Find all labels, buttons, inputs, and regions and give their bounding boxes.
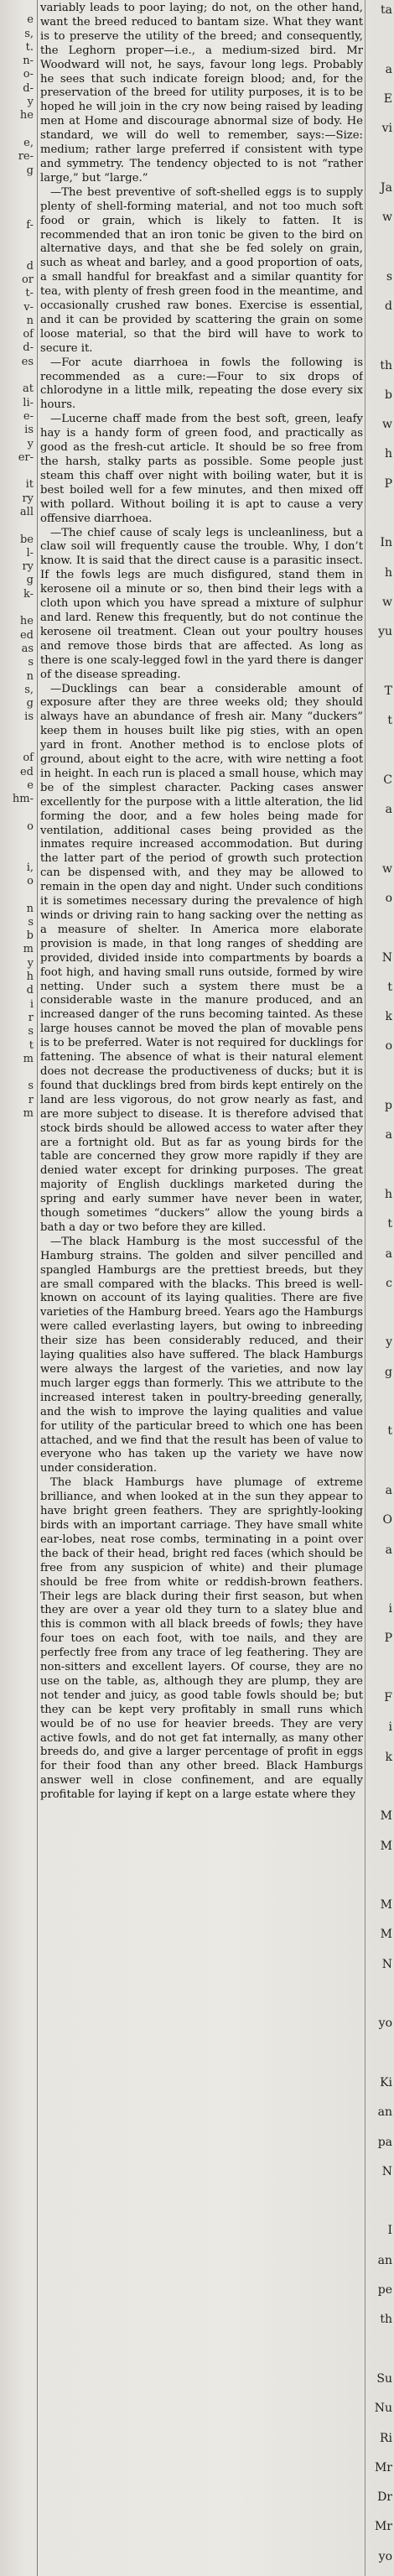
left-fragment: e [27,778,34,792]
left-fragment: i [29,997,34,1011]
left-fragment [0,2160,37,2173]
left-fragment [0,2078,37,2091]
left-fragment: f- [26,218,34,232]
left-fragment [0,1585,37,1599]
adjacent-column-left [0,0,37,2576]
left-fragment [0,0,37,13]
right-fragment: an [377,2254,392,2267]
left-fragment [0,1408,37,1422]
right-fragment: Dr [377,2490,392,2504]
left-fragment [0,2119,37,2132]
right-fragment: N [381,2165,392,2178]
left-fragment [0,1216,37,1230]
right-fragment: N [381,1958,392,1971]
left-fragment [0,2147,37,2160]
left-fragment: g [26,164,34,177]
left-fragment: m [23,1052,34,1065]
left-fragment: s [28,656,34,669]
left-fragment: v- [23,300,34,314]
left-fragment: at [23,382,34,396]
left-fragment [0,2433,37,2447]
left-fragment: d- [23,81,34,95]
left-fragment: o [27,820,34,833]
left-fragment [0,1845,37,1859]
left-fragment [0,1572,37,1585]
right-fragment: P [384,1631,392,1645]
left-fragment [0,191,37,205]
right-fragment: Ja [381,181,392,195]
left-fragment: ed [19,628,34,642]
left-fragment [0,888,37,902]
left-fragment [0,1654,37,1668]
left-fragment [0,725,37,738]
paragraph-lucerne-chaff: —Lucerne chaff made from the best soft, green, leafy hay is a handy form of green food, and practically as good as the fresh-cut article. It should be so free from the harsh, stalky parts as possible. Some people just steam this chaff over night with boiling water, but it is best boiled well for a few minutes, and then mixed off with pollard. Without boiling it is apt to cause a very offensive diarrhoea. [40,413,363,525]
right-fragment: yo [378,2017,392,2030]
right-fragment: a [385,1247,392,1261]
left-fragment [0,2475,37,2488]
left-fragment: ry [22,492,34,505]
left-fragment: y [27,96,34,109]
left-fragment: is [24,424,34,437]
left-fragment [0,2064,37,2078]
left-fragment [0,1148,37,1162]
left-fragment [0,2324,37,2337]
right-fragment: pa [377,2136,392,2149]
left-fragment [0,2283,37,2297]
left-fragment [0,1818,37,1831]
left-fragment [0,1203,37,1216]
left-fragment [0,1490,37,1503]
left-fragment [0,1517,37,1531]
left-fragment [0,2488,37,2501]
left-fragment [0,1340,37,1353]
left-fragment: n- [23,55,34,68]
left-fragment [0,1954,37,1968]
right-fragment: Ri [379,2432,392,2445]
left-fragment: of [23,752,34,765]
left-fragment [0,1668,37,1681]
left-fragment: g [26,574,34,587]
left-fragment [0,1928,37,1941]
left-fragment [0,2173,37,2187]
right-fragment: o [385,892,392,905]
left-fragment: all [19,505,34,518]
left-fragment [0,1559,37,1572]
left-fragment [0,2310,37,2324]
left-fragment [0,1969,37,1982]
left-fragment [0,2201,37,2214]
left-fragment [0,1463,37,1476]
left-fragment: o [27,875,34,887]
left-fragment [0,1600,37,1613]
right-fragment: Mr [374,2461,392,2475]
right-fragment: t [387,981,392,994]
right-fragment: E [383,92,392,106]
left-fragment [0,2420,37,2433]
left-fragment [0,2051,37,2064]
paragraph-diarrhoea: —For acute diarrhoea in fowls the following is recommended as a cure:—Four to six drops of chlorodyne in a little milk, repeating the dose every six hours. [40,356,363,412]
left-fragment [0,1531,37,1544]
left-fragment [0,2188,37,2201]
left-fragment: of [23,328,34,341]
left-fragment [0,1298,37,1312]
left-fragment: ed [19,765,34,778]
paragraph-scaly-legs: —The chief cause of scaly legs is uncleanliness, but a claw soil will frequently cause the trouble. Why, I don’t know. It is said that the direct cause is a parasitic insect. If the fowls legs are much disfigured, stand them in kerosene oil a minute or so, then bind their legs with a cloth upon which you have spread a mixture of sulphur and lard. Renew this frequently, but do not continue the kerosene oil treatment. Clean out your poultry houses and remove those birds that are affected. As long as there is one scaly-legged fowl in the yard there is danger of the disease spreading. [40,526,363,681]
left-fragment [0,1804,37,1818]
left-fragment [0,1750,37,1763]
left-fragment: is [24,710,34,724]
left-fragment: or [21,273,34,286]
right-fragment: T [384,684,392,698]
right-fragment: k [385,1010,392,1023]
left-fragment [0,1257,37,1271]
paragraph-hamburg-plumage: The black Hamburgs have plumage of extreme brilliance, and when looked at in the sun they appear to have bright green feathers. They are sprightly-looking birds with an important carriage. They have small white ear-lobes, neat rose combs, terminating in a point over the back of their head, bright red faces (which should be free from any suspicion of white) and their plumage should be free from white or reddish-brown feathers. Their legs are black during their first season, but when they are over a year old they turn to a slatey blue and this is common with all black breeds of fowls; they have four toes on each foot, with toe nails, and they are perfectly free from any trace of leg feathering. They are non-sitters and excellent layers. Of course, they are no use on the table, as, although they are plump, they are not tender and juicy, as good table fowls should be; but they can be kept very profitably in small runs which would be of no use for heavier breeds. They are very active fowls, and do not get fat internally, as many other breeds do, and give a larger percentage of profit in eggs for their food than any other breed. Black Hamburgs answer well in close confinement, and are equally profitable for laying if kept on a large estate where they [40,1476,363,1802]
left-fragment [0,2406,37,2419]
left-fragment: s, [24,683,34,696]
left-fragment [0,1941,37,1954]
left-fragment: n [26,314,34,327]
left-fragment [0,2023,37,2037]
left-fragment: ry [22,560,34,574]
left-fragment: d [26,984,34,997]
right-fragment: s [386,270,392,284]
right-fragment: M [380,1928,392,1941]
left-fragment [0,2132,37,2146]
left-fragment [0,834,37,847]
right-fragment: pe [377,2283,392,2297]
right-fragment: a [385,1543,392,1557]
right-fragment: a [385,63,392,76]
column-rule-left [37,0,38,2576]
right-fragment: th [380,2313,392,2326]
left-fragment [0,2228,37,2241]
right-fragment: M [380,1809,392,1823]
paragraph-ducklings: —Ducklings can bear a considerable amount of exposure after they are three weeks old; they should always have an abundance of fresh air. Many “duckers” keep them in houses built like pig sties, with an open yard in front. Another method is to enclose plots of ground, about eight to the acre, with wire netting a foot in height. In each run is placed a small house, which may be of the simplest character. Packing cases answer excellently for the purpose with a little alteration, the lid forming the door, and a few holes being made for ventilation, additional cases being provided as the inmates require increased accommodation. But during the latter part of the period of growth such protection can be dispensed with, and they may be allowed to remain in the open day and night. Under such conditions it is sometimes necessary during the prevalence of high winds or driving rain to hang sacking over the netting as a measure of shelter. In America more elaborate provision is made, in that long ranges of shedding are provided, divided inside into compartments by boards a foot high, and having small runs outside, formed by wire netting. Under such a system there must be a considerable waste in the manure produced, and an increased danger of the runs becoming tainted. As these large houses cannot be moved the plan of movable pens is to be preferred. Water is not required for ducklings for fattening. The absence of what is their natural element does not decrease the productiveness of ducks; but it is found that ducklings bred from birds kept entirely on the land are less vigorous, do not grow nearly as fast, and are more subject to disease. It is therefore advised that stock birds should be allowed access to water after they are a fortnight old. But as far as young birds for the table are concerned they grow more rapidly if they are denied water except for drinking purposes. The great majority of English ducklings marketed during the spring and early summer have never been in water, though sometimes “duckers” allow the young birds a bath a day or two before they are killed. [40,682,363,1234]
left-fragment [0,1886,37,1900]
left-fragment: it [25,478,34,492]
right-fragment: a [385,803,392,816]
left-fragment: he [19,615,34,628]
right-fragment: g [385,1366,392,1379]
left-fragment [0,123,37,137]
left-fragment: d- [23,341,34,355]
left-fragment: r [28,1093,34,1106]
right-fragment: a [385,1484,392,1497]
left-fragment [0,1176,37,1189]
right-fragment: w [382,862,392,876]
left-fragment: y [27,956,34,970]
right-fragment: w [382,596,392,609]
right-fragment: F [384,1691,392,1704]
left-fragment: n [26,669,34,683]
left-fragment [0,1162,37,1175]
right-fragment: d [385,299,392,313]
left-fragment: d [26,259,34,273]
left-fragment [0,1900,37,1913]
left-fragment [0,1626,37,1640]
left-fragment: r [28,1011,34,1024]
left-fragment [0,1121,37,1134]
right-fragment: Su [376,2372,392,2386]
left-fragment [0,1996,37,2009]
left-fragment: e, [23,136,34,149]
right-fragment: P [384,477,392,491]
left-fragment [0,847,37,861]
left-fragment [0,1763,37,1777]
left-fragment [0,1244,37,1257]
left-fragment: er- [18,450,34,464]
left-fragment: as [21,642,34,655]
left-fragment: s [28,1025,34,1038]
left-fragment: es [21,355,34,368]
left-fragment [0,1545,37,1559]
left-fragment [0,738,37,752]
left-fragment [0,246,37,259]
left-fragment: h [26,971,34,984]
left-fragment [0,178,37,191]
left-fragment [0,1859,37,1872]
right-fragment: I [387,2224,392,2237]
left-fragment [0,1381,37,1394]
left-fragment [0,2105,37,2119]
right-fragment: i [388,1602,392,1616]
right-fragment: h [384,447,392,461]
left-fragment [0,1313,37,1326]
left-fragment: n [26,902,34,915]
left-fragment [0,2256,37,2269]
right-fragment: w [382,211,392,224]
right-fragment: Nu [374,2402,392,2415]
paragraph-black-hamburg: —The black Hamburg is the most successful of the Hamburg strains. The golden and silver pencilled and spangled Hamburgs are the prettiest breeds, but they are small compared with the blacks. This breed is well-known on account of its laying qualities. There are five varieties of the Hamburg breed. Years ago the Hamburgs were called everlasting layers, but owing to inbreeding their size has been considerably reduced, and their laying qualities also have suffered. The black Hamburgs were always the largest of the varieties, and now lay much larger eggs than formerly. This we attribute to the increased interest taken in poultry-breeding generally, and the wish to improve the laying qualities and value for utility of the particular breed to which one has been attached, and we find that the result has been of value to everyone who has taken up the variety we have now under consideration. [40,1235,363,1475]
left-fragment [0,205,37,218]
right-fragment: h [384,566,392,580]
left-fragment [0,1135,37,1148]
left-fragment [0,232,37,246]
right-fragment: Ki [380,2076,392,2089]
left-fragment [0,1353,37,1366]
left-fragment [0,1722,37,1736]
left-fragment [0,1695,37,1709]
right-fragment: M [380,1840,392,1853]
left-fragment [0,1641,37,1654]
left-fragment: m [23,943,34,956]
left-fragment: t [29,1038,34,1052]
right-fragment: an [377,2105,392,2119]
left-fragment [0,2338,37,2351]
left-fragment [0,2392,37,2406]
left-fragment [0,1736,37,1750]
left-fragment [0,1231,37,1244]
left-fragment [0,1504,37,1517]
left-fragment [0,2351,37,2365]
left-fragment [0,1066,37,1080]
left-fragment [0,1435,37,1449]
left-fragment: e [27,13,34,27]
left-fragment [0,1873,37,1886]
left-fragment [0,807,37,820]
left-fragment [0,1914,37,1928]
left-fragment [0,1791,37,1804]
left-fragment: g [26,697,34,710]
left-fragment [0,519,37,533]
right-fragment: yu [378,625,392,638]
left-fragment [0,1449,37,1462]
right-fragment: vi [381,122,392,135]
left-fragment: e- [23,409,34,423]
left-fragment: b [26,929,34,943]
paragraph-leghorn: variably leads to poor laying; do not, on the other hand, want the breed reduced to bantam size. What they want is to preserve the utility of the breed; and consequently, the Leghorn proper—i.e., a medium-sized bird. Mr Woodward will not, he says, favour long legs. Probably he sees that such indicate foreign blood; and, for the preservation of the breed for utility purposes, it is to be hoped he will join in the cry now being raised by leading men at Home and discourage abnormal size of body. He standard, we will do well to remember, says:—Size: medium; rather large preferred if consistent with type and symmetry. The tendency objected to is not “rather large,” but “large.” [40,2,363,185]
article-column [40,2,363,2576]
left-fragment [0,1367,37,1381]
left-fragment: s [28,915,34,929]
left-fragment [0,369,37,382]
left-fragment: hm- [12,793,34,806]
left-fragment [0,2269,37,2282]
right-fragment: t [387,1424,392,1438]
left-fragment [0,1982,37,1996]
left-fragment [0,2091,37,2105]
left-fragment [0,2365,37,2378]
right-fragment: yo [378,2550,392,2563]
left-fragment [0,1326,37,1340]
left-fragment [0,465,37,478]
right-fragment: In [380,536,392,549]
left-fragment [0,1832,37,1845]
left-fragment [0,1272,37,1285]
left-fragment [0,2379,37,2392]
left-fragment: i, [26,861,34,874]
right-fragment: i [388,1720,392,1734]
left-fragment [0,1422,37,1435]
left-fragment: s, [24,27,34,40]
left-fragment: l- [26,546,34,559]
left-fragment: t. [25,40,34,54]
left-fragment: m [23,1107,34,1121]
right-fragment: th [380,359,392,372]
left-fragment [0,1682,37,1695]
right-fragment: O [382,1513,392,1527]
adjacent-column-right [365,0,394,2576]
left-fragment [0,2037,37,2050]
right-fragment: t [387,1217,392,1231]
left-fragment [0,2460,37,2474]
left-fragment: he [19,109,34,122]
left-fragment [0,2297,37,2310]
left-fragment: be [19,533,34,546]
right-fragment: t [387,714,392,727]
right-fragment: Mr [374,2520,392,2533]
left-fragment: li- [23,396,34,409]
left-fragment [0,1613,37,1626]
left-fragment [0,2214,37,2228]
left-fragment: t- [25,287,34,300]
left-fragment [0,1285,37,1298]
left-fragment [0,1777,37,1791]
right-fragment: a [385,1128,392,1142]
right-fragment: ta [381,3,392,17]
left-fragment [0,1394,37,1408]
right-fragment: o [385,1039,392,1053]
right-fragment: M [380,1898,392,1912]
left-fragment [0,2242,37,2256]
left-fragment: o- [23,68,34,81]
left-fragment [0,2010,37,2023]
right-fragment: k [385,1751,392,1764]
right-fragment: C [383,773,392,787]
paragraph-soft-shelled-eggs: —The best preventive of soft-shelled eggs is to supply plenty of shell-forming material, and not too much soft food or grain, which is likely to fatten. It is recommended that an iron tonic be given to the bird on alternative days, and that she be fed solely on grain, such as wheat and barley, and a good proportion of oats, a small handful for breakfast and a similar quantity for tea, with plenty of fresh green food in the meantime, and occasionally crushed raw bones. Exercise is essential, and it can be provided by scattering the grain on some loose material, so that the bird will have to work to secure it. [40,185,363,355]
left-fragment [0,601,37,615]
right-fragment: c [386,1277,392,1290]
left-fragment [0,1709,37,1722]
left-fragment: y [27,437,34,450]
left-fragment: re- [18,150,34,164]
right-fragment: p [385,1099,392,1112]
right-fragment: h [384,1188,392,1201]
right-fragment: y [386,1335,392,1349]
right-fragment: N [381,951,392,965]
right-fragment: b [385,388,392,402]
left-fragment [0,1476,37,1490]
left-fragment [0,2447,37,2460]
right-fragment: w [382,418,392,431]
left-fragment [0,1189,37,1203]
left-fragment: k- [23,587,34,601]
left-fragment: s [28,1080,34,1093]
